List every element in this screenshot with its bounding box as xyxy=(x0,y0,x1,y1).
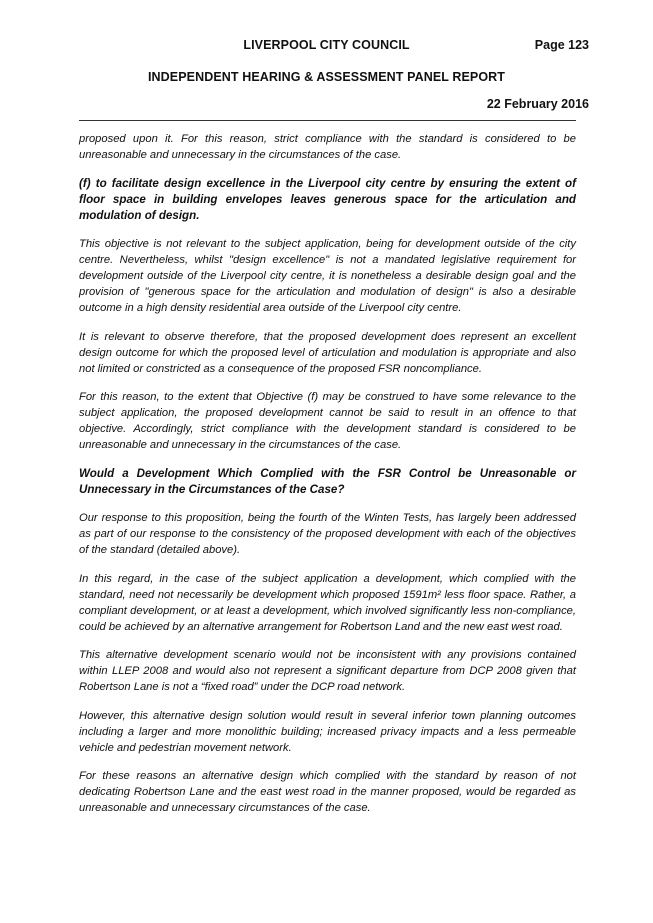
paragraph: Our response to this proposition, being the fourth of the Winten Tests, has largely been addressed as part of our response to the consistency of the proposed development with each of the objectives of the standard (detailed above). xyxy=(79,512,576,556)
page-number: Page 123 xyxy=(534,38,589,52)
document-body xyxy=(79,131,576,829)
paragraph: In this regard, in the case of the subject application a development, which complied with the standard, need not necessarily be development which proposed 1591m² less floor space. Rather, a compliant development, or at least a development, which involved significantly less non-compliance, could be achieved by an alternative arrangement for Robertson Land and the new east west road. xyxy=(79,572,576,633)
section-heading: Would a Development Which Complied with the FSR Control be Unreasonable or Unnecessary in the Circumstances of the Case? xyxy=(79,466,576,496)
header-divider xyxy=(79,120,576,121)
paragraph: proposed upon it. For this reason, strict compliance with the standard is considered to be unreasonable and unnecessary in the circumstances of the case. xyxy=(79,133,576,161)
report-date: 22 February 2016 xyxy=(486,97,589,111)
paragraph: It is relevant to observe therefore, that the proposed development does represent an excellent design outcome for which the proposed level of articulation and modulation is appropriate and also not limited or constricted as a consequence of the proposed FSR noncompliance. xyxy=(79,330,576,375)
council-name: LIVERPOOL CITY COUNCIL xyxy=(243,38,410,52)
paragraph: However, this alternative design solution would result in several inferior town planning outcomes including a larger and more monolithic building; increased privacy impacts and a less permeable vehicle and pedestrian movement network. xyxy=(79,709,576,754)
report-title: INDEPENDENT HEARING & ASSESSMENT PANEL REPORT xyxy=(147,70,506,84)
paragraph: For this reason, to the extent that Objective (f) may be construed to have some relevance to the subject application, the proposed development cannot be said to result in an offence to that objective. Accordingly, strict compliance with the development standard is considered to be unreasonable and unnecessary in the circumstances of the case. xyxy=(79,391,576,451)
objective-f-heading: (f) to facilitate design excellence in the Liverpool city centre by ensuring the extent of floor space in building envelopes leaves generous space for the articulation and modulation of design. xyxy=(79,176,576,222)
paragraph: This alternative development scenario would not be inconsistent with any provisions contained within LLEP 2008 and would also not represent a significant departure from DCP 2008 given that Robertson Lane is not a “fixed road” under the DCP road network. xyxy=(79,649,576,693)
paragraph: This objective is not relevant to the subject application, being for development outside of the city centre. Nevertheless, whilst "design excellence" is not a mandated legislative requirement for development outside of the Liverpool city centre, it is nonetheless a desirable design goal and the provision of "generous space for the articulation and modulation of design" is also a desirable outcome in a high density residential area outside of the Liverpool city centre. xyxy=(79,238,576,314)
paragraph: For these reasons an alternative design which complied with the standard by reason of not dedicating Robertson Lane and the east west road in the manner proposed, would be regarded as unreasonable and unnecessary circumstances of the case. xyxy=(79,770,576,814)
